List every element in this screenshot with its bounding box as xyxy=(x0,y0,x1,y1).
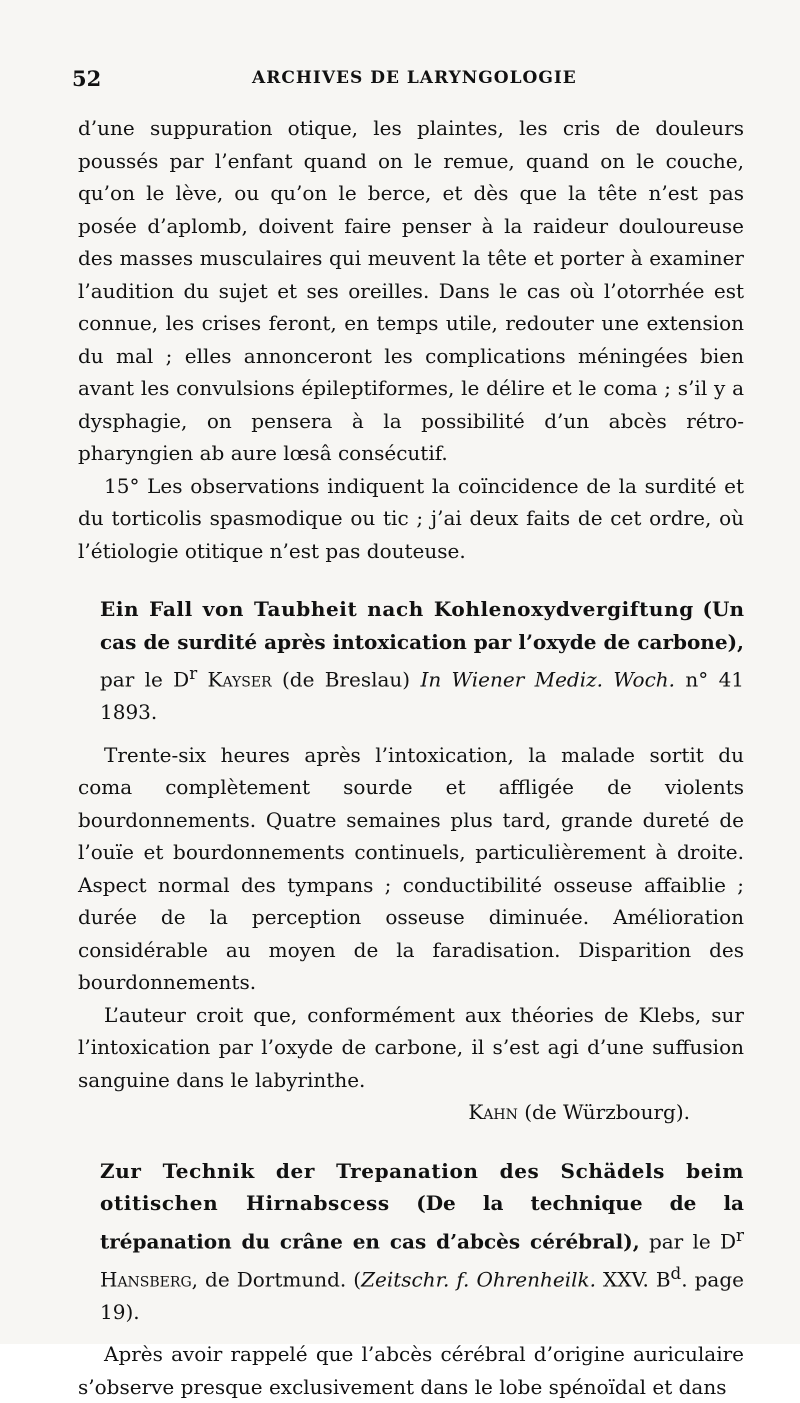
paragraph-point-15: 15° Les observations indiquent la coïncidence de la surdité et du torticolis spasmodique ou tic ; j’ai deux faits de cet ordre, où l’étiologie otitique n’est pas douteuse. xyxy=(78,473,744,563)
article-issue: n° 41 1893. xyxy=(100,667,745,725)
article-title-german: Zur Technik der Trepanation des Schädels beim otitischen Hirnabscess xyxy=(100,1158,744,1216)
article-by: par le D xyxy=(100,667,190,692)
article-page: . page 19). xyxy=(100,1267,744,1324)
article-author-place: (de Breslau) xyxy=(271,667,421,692)
article-journal: Zeitschr. f. Ohrenheilk. xyxy=(361,1267,596,1292)
article-1-signature xyxy=(78,1096,744,1129)
article-by: par le D xyxy=(639,1229,737,1254)
article-author: Kayser xyxy=(207,667,272,692)
signature-name: Kahn xyxy=(468,1100,518,1125)
article-1-paragraph-2: L’auteur croit que, conformément aux théories de Klebs, sur l’intoxication par l’oxyde de carbone, il s’est agi d’une suffusion sanguine dans le labyrinthe. xyxy=(78,1002,744,1092)
article-2-paragraph-1: Après avoir rappelé que l’abcès cérébral d’origine auriculaire s’observe presque exclusivement dans le lobe spénoïdal et dans xyxy=(78,1342,744,1399)
article-heading-hansberg xyxy=(100,1155,744,1329)
article-by-sup: r xyxy=(189,664,198,683)
article-heading-kayser xyxy=(100,593,744,729)
page-header xyxy=(72,66,748,96)
page-body xyxy=(78,112,744,1403)
article-journal: In Wiener Mediz. Woch. xyxy=(420,667,676,692)
article-title-french: (De la technique de la trépanation du crâne en cas d’abcès cérébral), xyxy=(100,1191,744,1254)
article-issue-sup: d xyxy=(670,1263,682,1283)
continuation-paragraph: d’une suppuration otique, les plaintes, les cris de douleurs poussés par l’enfant quand on le remue, quand on le couche, qu’on le lève, ou qu’on le berce, et dès que la tête n’est pas posée d’aplomb, doivent faire penser à la raideur douloureuse des masses musculaires qui meuvent la tête et porter à examiner l’audition du sujet et ses oreilles. Dans le cas où l’otorrhée est connue, les crises feront, en temps utile, redouter une extension du mal ; elles annonceront les complications méningées bien avant les convulsions épileptiformes, le délire et le coma ; s’il y a dysphagie, on pensera à la possibilité d’un abcès rétro-pharyngien ab aure lœsâ consécutif. xyxy=(78,116,744,465)
article-issue: XXV. B xyxy=(595,1267,671,1292)
article-author-place: , de Dortmund. ( xyxy=(191,1267,362,1292)
article-author: Hansberg xyxy=(100,1267,192,1292)
article-title-german: Ein Fall von Taubheit nach Kohlenoxydvergiftung xyxy=(100,597,694,621)
article-by-sup: r xyxy=(736,1225,744,1245)
article-1-paragraph-1: Trente-six heures après l’intoxication, la malade sortit du coma complètement sourde et affligée de violents bourdonnements. Quatre semaines plus tard, grande dureté de l’ouïe et bourdonnements continuels, particulièrement à droite. Aspect normal des tympans ; conductibilité osseuse affaiblie ; durée de la perception osseuse diminuée. Amélioration considérable au moyen de la faradisation. Disparition des bourdonnements. xyxy=(78,742,744,995)
signature-place: (de Würzbourg). xyxy=(517,1100,690,1125)
page-number: 52 xyxy=(72,66,102,91)
article-title-french: (Un cas de surdité après intoxication par l’oxyde de carbone), xyxy=(100,597,744,654)
running-head: ARCHIVES DE LARYNGOLOGIE xyxy=(252,68,577,88)
